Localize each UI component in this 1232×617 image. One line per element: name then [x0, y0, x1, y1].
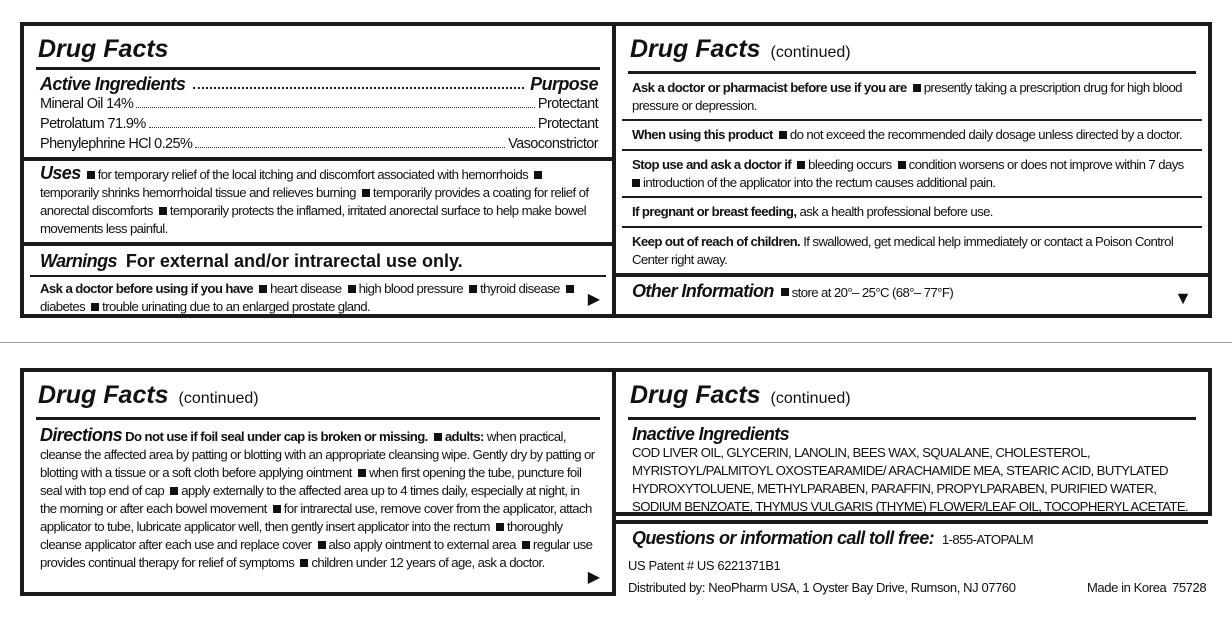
ingredient-dots: [195, 147, 505, 148]
bullet-icon: [358, 469, 366, 477]
section-item: introduction of the applicator into the rectum causes additional pain.: [643, 175, 996, 190]
condition-item: diabetes: [40, 299, 86, 314]
uses-section: [24, 161, 612, 242]
direction-item: also apply ointment to external area: [328, 537, 516, 552]
ingredient-row: [24, 134, 612, 154]
page-divider: [0, 342, 1232, 343]
section-label: Stop use and ask a doctor if: [632, 157, 792, 172]
warnings-section: [24, 246, 612, 272]
section-label: If pregnant or breast feeding,: [632, 204, 797, 219]
ingredient-purpose: Protectant: [537, 96, 598, 112]
panel-title: [616, 372, 1208, 414]
continue-arrow-icon: ▶: [587, 291, 600, 308]
active-ingredients-header: [24, 70, 612, 94]
panel-title-text: Drug Facts: [630, 35, 761, 63]
questions-label: Questions or information call toll free:: [632, 528, 935, 548]
bullet-icon: [496, 523, 504, 531]
bullet-icon: [632, 179, 640, 187]
bullet-icon: [318, 541, 326, 549]
directions-label: Directions: [40, 425, 123, 445]
direction-item: apply externally to the affected area up to 4 times daily, especially at night, in the morning or after each bowel movement: [40, 483, 580, 516]
use-item: for temporary relief of the local itching and discomfort associated with hemorrhoids: [97, 167, 529, 182]
panel-title: Drug Facts: [38, 35, 169, 63]
bullet-icon: [781, 288, 789, 296]
uses-label: Uses: [40, 163, 81, 183]
ingredient-row: [24, 94, 612, 114]
active-ingredients-label: Active Ingredients: [40, 74, 186, 94]
bullet-icon: [91, 303, 99, 311]
inactive-ingredients-section: [616, 420, 1208, 520]
ingredient-name: Phenylephrine HCl 0.25%: [40, 136, 193, 152]
patent-text: US Patent # US 6221371B1: [628, 558, 781, 573]
bullet-icon: [348, 285, 356, 293]
bullet-icon: [273, 505, 281, 513]
section-item: bleeding occurs: [808, 157, 892, 172]
continued-label: (continued): [178, 390, 259, 407]
panel-title-text: Drug Facts: [38, 381, 169, 409]
condition-item: heart disease: [270, 281, 342, 296]
product-code: 75728: [1172, 580, 1207, 595]
bullet-icon: [522, 541, 530, 549]
section-item: do not exceed the recommended daily dosage unless directed by a doctor.: [789, 127, 1182, 142]
panel-title: [616, 26, 1208, 68]
ask-pharmacist-section: [616, 74, 1208, 119]
ingredient-name: Petrolatum 71.9%: [40, 116, 146, 132]
stop-use-section: [616, 151, 1208, 196]
condition-item: high blood pressure: [358, 281, 464, 296]
directions-lead: Do not use if foil seal under cap is broken or missing.: [125, 429, 428, 444]
ingredient-name: Mineral Oil 14%: [40, 96, 134, 112]
drug-facts-panel-1: [20, 22, 616, 318]
drug-facts-panel-2: [612, 22, 1212, 318]
bullet-icon: [797, 161, 805, 169]
bullet-icon: [300, 559, 308, 567]
inactive-ingredients-label: Inactive Ingredients: [632, 424, 790, 444]
distributor-text: Distributed by: NeoPharm USA, 1 Oyster Bay Drive, Rumson, NJ 07760: [628, 580, 1016, 595]
section-item: condition worsens or does not improve within 7 days: [908, 157, 1184, 172]
bullet-icon: [779, 131, 787, 139]
other-item: store at 20°– 25°C (68°– 77°F): [791, 285, 954, 300]
continued-label: (continued): [770, 44, 851, 61]
section-label: Ask a doctor or pharmacist before use if you are: [632, 80, 907, 95]
section-label: When using this product: [632, 127, 773, 142]
questions-section: [616, 524, 1208, 555]
bullet-icon: [362, 189, 370, 197]
direction-item: when practical, cleanse the affected area by patting or blotting with an appropriate cleansing wipe. Gently dry by patting or blotting with a tissue or a soft cloth before applying ointment: [40, 429, 595, 480]
inactive-ingredients-text: COD LIVER OIL, GLYCERIN, LANOLIN, BEES WAX, SQUALANE, CHOLESTEROL, MYRISTOYL/PALMITOYL OXOSTEARAMIDE/ ARACHAMIDE MEA, STEARIC ACID, BUTYLATED HYDROXYTOLUENE, METHYLPARABEN, PARAFFIN, PROPYLPARABEN, PURIFIED WATER, SODIUM BENZOATE, THYMUS VULGARIS (THYME) FLOWER/LEAF OIL, TOCOPHERYL ACETATE.: [632, 445, 1189, 514]
bullet-icon: [898, 161, 906, 169]
drug-facts-panel-4: [612, 368, 1212, 548]
keep-out-section: [616, 228, 1208, 273]
bullet-icon: [566, 285, 574, 293]
direction-item: when first opening the tube, puncture foil seal with top end of cap: [40, 465, 582, 498]
use-item: temporarily protects the inflamed, irritated anorectal surface to help make bowel movements less painful.: [40, 203, 586, 236]
ingredient-dots: [136, 107, 535, 108]
continued-label: (continued): [770, 390, 851, 407]
bullet-icon: [434, 433, 442, 441]
phone-number: 1-855-ATOPALM: [941, 532, 1034, 547]
section-label: Keep out of reach of children.: [632, 234, 801, 249]
section-text: ask a health professional before use.: [799, 204, 993, 219]
panel-title-text: Drug Facts: [630, 381, 761, 409]
warnings-label: Warnings: [40, 251, 117, 271]
made-in-text: Made in Korea: [1087, 580, 1167, 595]
bullet-icon: [469, 285, 477, 293]
ingredient-row: [24, 114, 612, 134]
bullet-icon: [87, 171, 95, 179]
continue-arrow-icon: ▶: [587, 569, 600, 586]
direction-item: regular use provides continual therapy for relief of symptoms: [40, 537, 593, 570]
bullet-icon: [170, 487, 178, 495]
continue-arrow-icon: ▼: [1174, 288, 1192, 308]
bullet-icon: [159, 207, 167, 215]
direction-item: children under 12 years of age, ask a doctor.: [311, 555, 545, 570]
warnings-text: For external and/or intrarectal use only.: [125, 251, 463, 271]
direction-item: for intrarectal use, remove cover from the applicator, attach applicator to tube, lubricate applicator well, then gently insert applicator into the rectum: [40, 501, 592, 534]
section-item: presently taking a prescription drug for high blood pressure or depression.: [632, 80, 1182, 113]
when-using-section: [616, 121, 1208, 149]
section-text: If swallowed, get medical help immediately or contact a Poison Control Center right away.: [632, 234, 1174, 267]
ingredient-purpose: Vasoconstrictor: [508, 136, 598, 152]
use-item: temporarily shrinks hemorrhoidal tissue and relieves burning: [40, 185, 356, 200]
bullet-icon: [913, 84, 921, 92]
use-item: temporarily provides a coating for relief of anorectal discomforts: [40, 185, 589, 218]
ingredient-purpose: Protectant: [537, 116, 598, 132]
panel-title: [24, 372, 612, 414]
purpose-label: Purpose: [530, 74, 598, 94]
direction-item: thoroughly cleanse applicator after each use and replace cover: [40, 519, 563, 552]
pregnant-section: [616, 198, 1208, 226]
bullet-icon: [259, 285, 267, 293]
other-information-section: [616, 277, 1208, 308]
directions-section: [24, 420, 612, 576]
other-information-label: Other Information: [632, 281, 774, 301]
condition-item: trouble urinating due to an enlarged prostate gland.: [102, 299, 371, 314]
header-dots: [193, 74, 524, 89]
bullet-icon: [534, 171, 542, 179]
drug-facts-panel-3: [20, 368, 616, 596]
adults-label: adults:: [444, 429, 484, 444]
ingredient-dots: [149, 127, 535, 128]
ask-doctor-section: [24, 277, 612, 320]
ask-doctor-label: Ask a doctor before using if you have: [40, 281, 254, 296]
condition-item: thyroid disease: [480, 281, 560, 296]
